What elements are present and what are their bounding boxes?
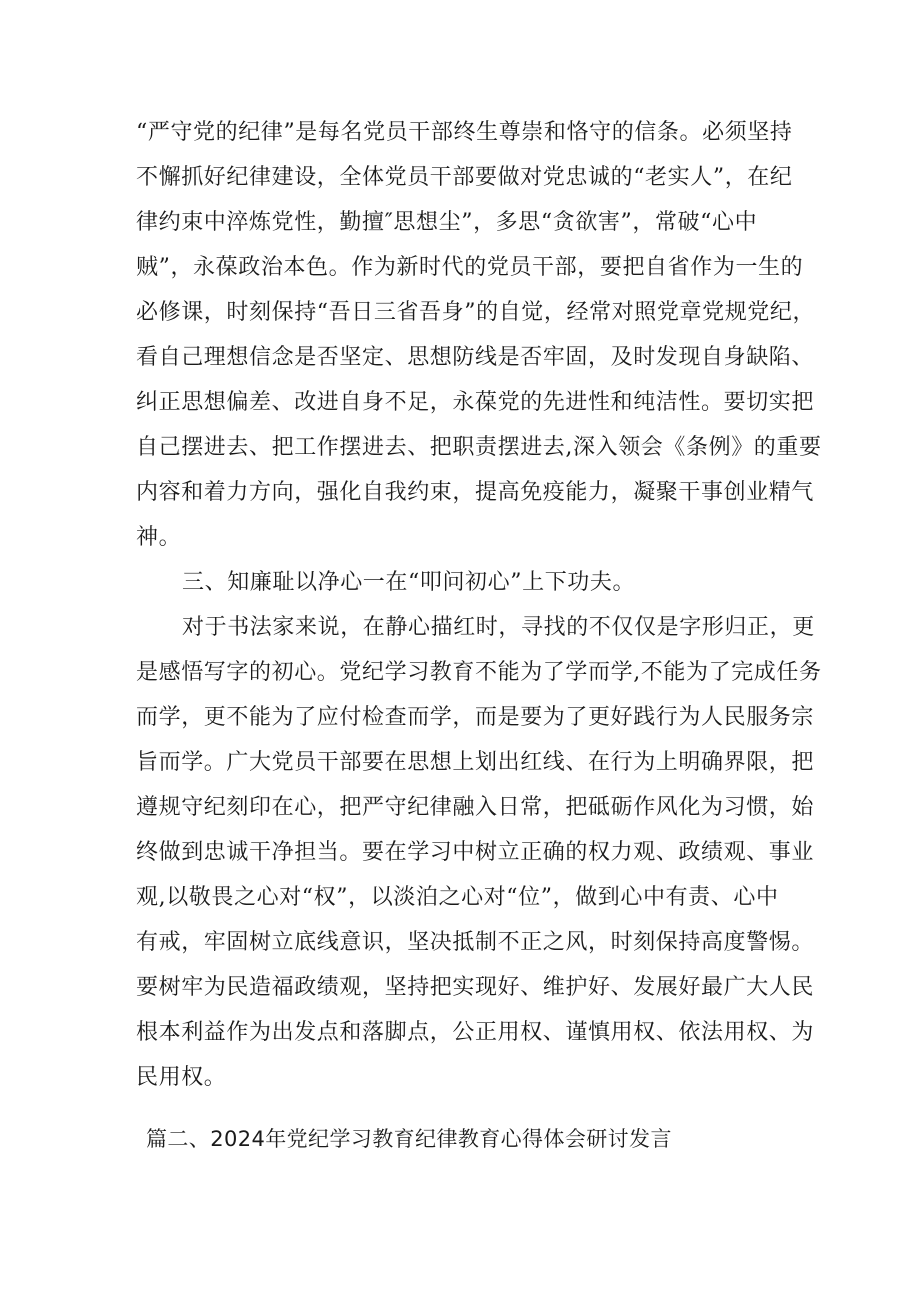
paragraph-line: 要树牢为民造福政绩观，坚持把实现好、维护好、发展好最广大人民 xyxy=(136,975,815,1000)
paragraph-line: 终做到忠诚干净担当。要在学习中树立正确的权力观、政绩观、事业 xyxy=(136,840,815,865)
paragraph-line: 贼”，永葆政治本色。作为新时代的党员干部，要把自省作为一生的 xyxy=(136,255,804,280)
paragraph-line: 神。 xyxy=(136,525,182,550)
paragraph-line: 自己摆进去、把工作摆进去、把职责摆进去,深入领会《条例》的重要 xyxy=(136,435,822,460)
paragraph-line: 旨而学。广大党员干部要在思想上划出红线、在行为上明确界限，把 xyxy=(136,750,815,775)
paragraph-line: “严守党的纪律”是每名党员干部终生尊崇和恪守的信条。必须坚持 xyxy=(136,120,793,145)
paragraph-line: 而学，更不能为了应付检查而学，而是要为了更好践行为人民服务宗 xyxy=(136,705,815,730)
paragraph-line: 纠正思想偏差、改进自身不足，永葆党的先进性和纯洁性。要切实把 xyxy=(136,390,815,415)
paragraph-line: 观,以敬畏之心对“权”，以淡泊之心对“位”，做到心中有责、心中 xyxy=(136,885,779,910)
paragraph-line: 看自己理想信念是否坚定、思想防线是否牢固，及时发现自身缺陷、 xyxy=(136,345,815,370)
paragraph-line: 民用权。 xyxy=(136,1065,227,1090)
paragraph-line: 对于书法家来说，在静心描红时，寻找的不仅仅是字形归正，更 xyxy=(182,615,815,640)
paragraph-line: 是感悟写字的初心。党纪学习教育不能为了学而学,不能为了完成任务 xyxy=(136,660,822,685)
paragraph-line: 有戒，牢固树立底线意识，坚决抵制不正之风，时刻保持高度警惕。 xyxy=(136,930,815,955)
section-heading: 三、知廉耻以净心一在“叩问初心”上下功夫。 xyxy=(182,570,636,595)
paragraph-line: 不懈抓好纪律建设，全体党员干部要做对党忠诚的“老实人”，在纪 xyxy=(136,165,793,190)
paragraph-line: 律约束中淬炼党性，勤擅″思想尘”，多思“贪欲害”，常破“心中 xyxy=(136,210,758,235)
paragraph-line: 根本利益作为出发点和落脚点，公正用权、谨慎用权、依法用权、为 xyxy=(136,1020,815,1045)
part-title: 篇二、2024年党纪学习教育纪律教育心得体会研讨发言 xyxy=(146,1127,672,1151)
paragraph-line: 内容和着力方向，强化自我约束，提高免疫能力，凝聚干事创业精气 xyxy=(136,480,815,505)
paragraph-line: 遵规守纪刻印在心，把严守纪律融入日常，把砥砺作风化为习惯，始 xyxy=(136,795,815,820)
paragraph-line: 必修课，时刻保持“吾日三省吾身”的自觉，经常对照党章党规党纪， xyxy=(136,300,816,325)
